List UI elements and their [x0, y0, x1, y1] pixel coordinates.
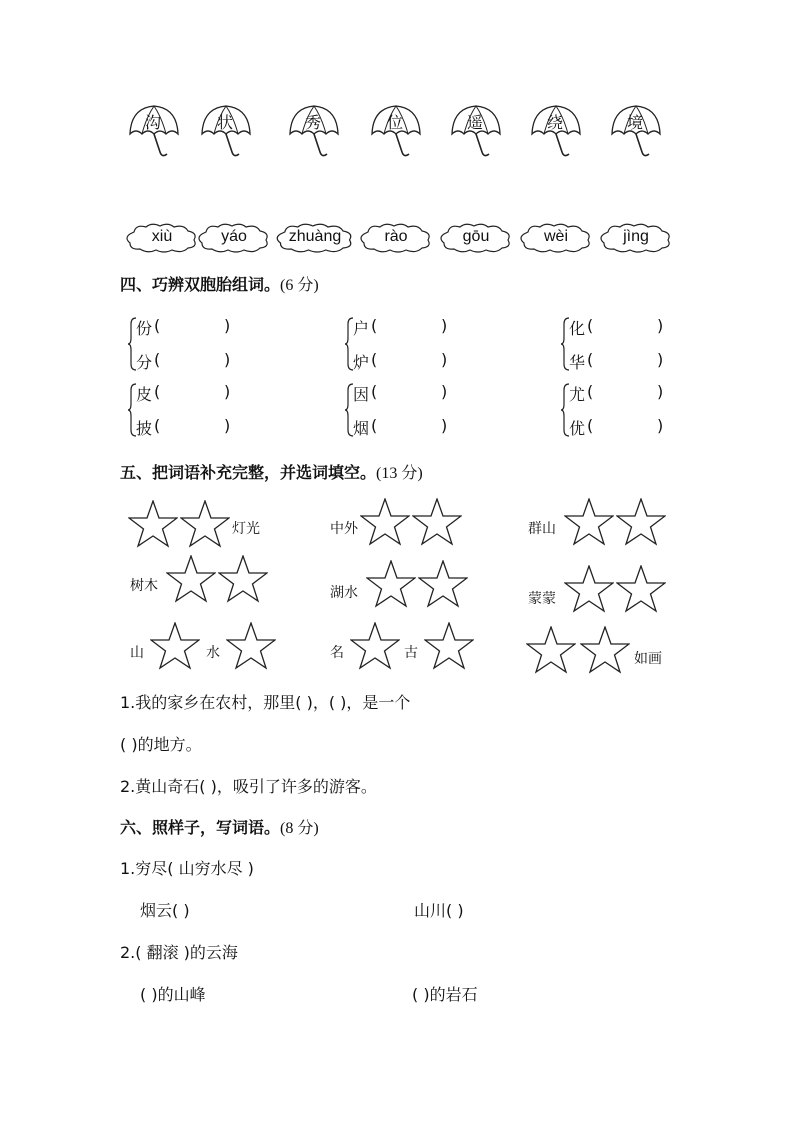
- twin-char: 炉: [353, 353, 370, 372]
- cloud-pinyin: rào: [384, 228, 408, 245]
- exercise-1b: 山川( ): [414, 901, 464, 920]
- cloud-pinyin: gōu: [462, 228, 490, 245]
- fill-question-1-line-1: 1.我的家乡在农村，那里( )，( )，是一个: [120, 693, 411, 712]
- exercise-1a: 烟云( ): [140, 901, 190, 920]
- cloud-pinyin: yáo: [221, 228, 247, 245]
- twin-char: 分: [136, 353, 153, 372]
- twin-group-3: 化 ( ) 华 ( ): [561, 316, 681, 372]
- cloud-pinyin: xiù: [151, 228, 173, 245]
- idiom-label: 古: [404, 645, 418, 661]
- star-blank[interactable]: [366, 560, 416, 608]
- cloud-5: [438, 222, 514, 254]
- umbrella-5: [450, 104, 504, 166]
- umbrella-char: 遥: [466, 113, 483, 132]
- star-blank[interactable]: [564, 565, 614, 613]
- star-blank[interactable]: [180, 500, 230, 548]
- twin-char: 份: [136, 319, 153, 338]
- star-blank[interactable]: [350, 622, 400, 670]
- fill-question-2: 2.黄山奇石( )，吸引了许多的游客。: [120, 777, 377, 796]
- section-5-title: 五、把词语补充完整，并选词填空。(13 分): [120, 463, 423, 482]
- twin-char: 因: [353, 385, 370, 404]
- fill-question-1-line-2: ( )的地方。: [120, 735, 202, 754]
- umbrella-char: 绕: [546, 113, 563, 132]
- twin-char: 优: [569, 419, 586, 438]
- umbrella-4: [370, 104, 424, 166]
- cloud-6: [518, 222, 594, 254]
- twin-group-5: 因 ( ) 烟 ( ): [345, 382, 465, 438]
- idiom-label: 湖水: [330, 585, 358, 601]
- umbrella-char: 秀: [304, 113, 321, 132]
- idiom-label: 蒙蒙: [528, 591, 556, 607]
- exercise-2b: ( )的岩石: [412, 985, 478, 1004]
- twin-group-4: 皮 ( ) 披 ( ): [128, 382, 248, 438]
- twin-group-1: 份 ( ) 分 ( ): [128, 316, 248, 372]
- example-2: 2.( 翻滚 )的云海: [120, 943, 238, 962]
- umbrella-1: [128, 104, 182, 166]
- exercise-2a: ( )的山峰: [140, 985, 206, 1004]
- idiom-label: 水: [206, 645, 220, 661]
- star-blank[interactable]: [412, 498, 462, 546]
- twin-char: 烟: [353, 419, 370, 438]
- example-1: 1.穷尽( 山穷水尽 ): [120, 859, 254, 878]
- star-blank[interactable]: [218, 555, 268, 603]
- idiom-label: 灯光: [232, 521, 260, 537]
- idiom-label: 中外: [330, 521, 358, 537]
- umbrella-3: [288, 104, 342, 166]
- cloud-3: [274, 222, 356, 254]
- idiom-label: 群山: [528, 521, 556, 537]
- star-blank[interactable]: [360, 498, 410, 546]
- idiom-label: 如画: [634, 651, 662, 667]
- idiom-label: 树木: [130, 578, 158, 594]
- umbrella-7: [610, 104, 664, 166]
- star-blank[interactable]: [424, 622, 474, 670]
- cloud-pinyin: zhuàng: [288, 228, 342, 245]
- star-blank[interactable]: [616, 498, 666, 546]
- umbrella-char: 状: [216, 113, 233, 132]
- twin-group-2: 户 ( ) 炉 ( ): [345, 316, 465, 372]
- umbrella-char: 位: [386, 113, 403, 132]
- cloud-pinyin: wèi: [543, 228, 568, 245]
- twin-char: 化: [569, 319, 586, 338]
- umbrella-char: 沟: [144, 113, 161, 132]
- cloud-1: [124, 222, 200, 254]
- star-blank[interactable]: [128, 500, 178, 548]
- umbrella-char: 境: [626, 113, 643, 132]
- section-4-title: 四、巧辨双胞胎组词。(6 分): [120, 275, 319, 294]
- idiom-label: 名: [330, 645, 344, 661]
- cloud-2: [196, 222, 272, 254]
- star-blank[interactable]: [418, 560, 468, 608]
- star-blank[interactable]: [564, 498, 614, 546]
- twin-char: 华: [569, 353, 586, 372]
- twin-char: 尤: [569, 385, 586, 404]
- idiom-label: 山: [130, 645, 144, 661]
- cloud-4: [358, 222, 434, 254]
- star-blank[interactable]: [226, 622, 276, 670]
- star-blank[interactable]: [150, 622, 200, 670]
- star-blank[interactable]: [616, 565, 666, 613]
- cloud-pinyin: jìng: [623, 228, 649, 245]
- umbrella-6: [530, 104, 584, 166]
- twin-char: 披: [136, 419, 153, 438]
- twin-char: 皮: [136, 385, 153, 404]
- star-blank[interactable]: [580, 626, 630, 674]
- twin-char: 户: [353, 319, 370, 338]
- cloud-7: [598, 222, 674, 254]
- star-blank[interactable]: [166, 555, 216, 603]
- section-6-title: 六、照样子，写词语。(8 分): [120, 818, 319, 837]
- twin-group-6: 尤 ( ) 优 ( ): [561, 382, 681, 438]
- umbrella-2: [200, 104, 254, 166]
- star-blank[interactable]: [526, 626, 576, 674]
